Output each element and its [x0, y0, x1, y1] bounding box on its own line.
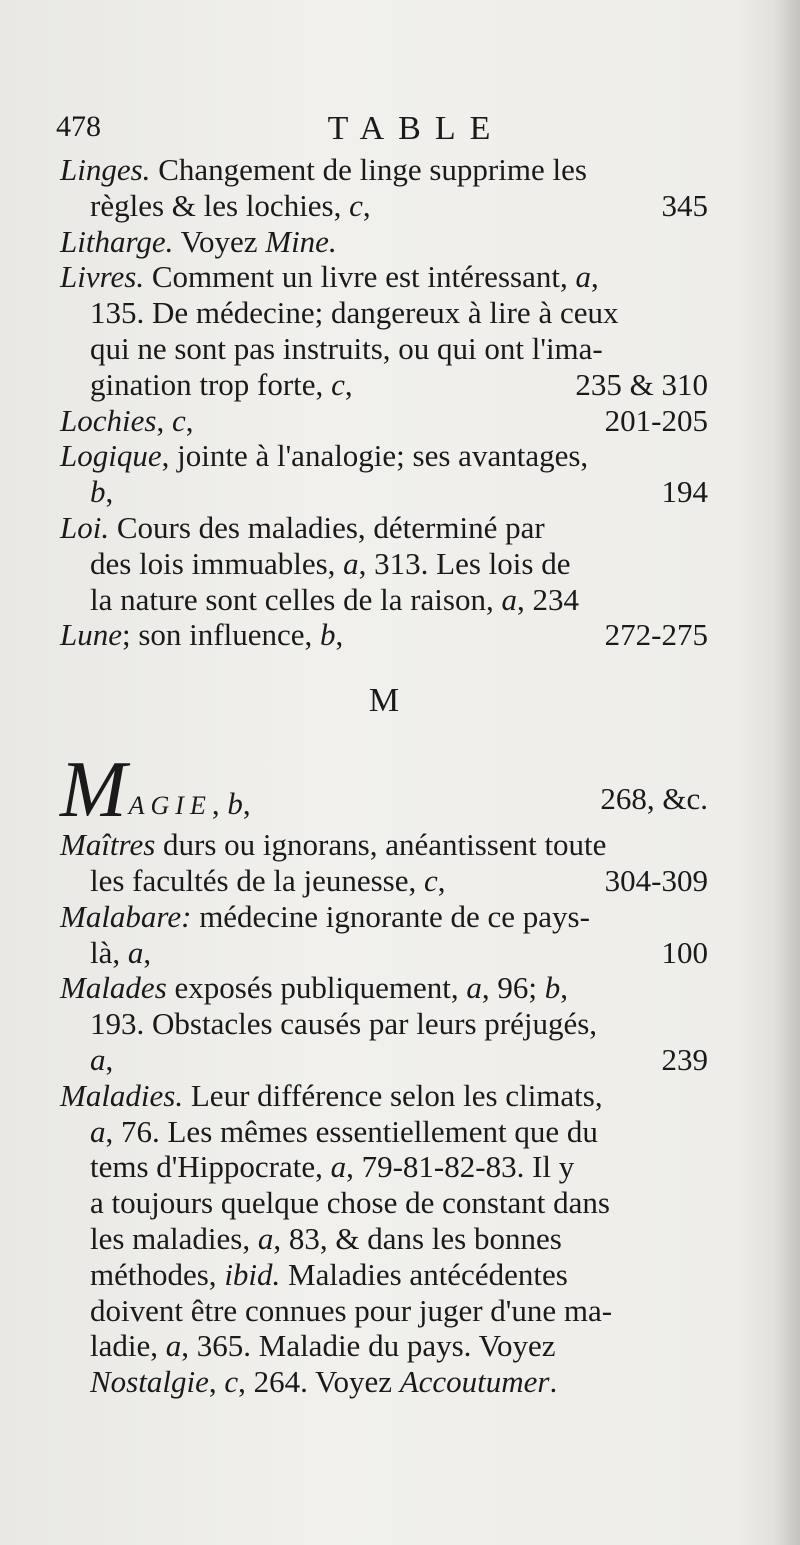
entry-text: médecine ignorante de ce pays- [191, 898, 590, 934]
entry-text: 135. De médecine; dangereux à lire à ceux [90, 295, 619, 331]
entry-line [60, 1257, 708, 1293]
italic-text: b [90, 474, 106, 510]
entry-text: , [105, 1041, 114, 1077]
entry-text: , 96; [481, 970, 545, 1006]
entry-line [60, 152, 708, 188]
index-entry-logique [60, 438, 708, 510]
entry-line [60, 970, 708, 1006]
entry-line [60, 827, 708, 863]
entry-text: , [208, 1364, 225, 1400]
entry-line [60, 438, 708, 474]
entry-line [60, 935, 708, 971]
entry-text: Cours des maladies, déterminé par [109, 509, 545, 545]
italic-text: Malades [60, 970, 167, 1006]
entry-text: , jointe à l'analogie; ses avantages, [161, 438, 589, 474]
italic-text: a [90, 1113, 106, 1149]
entry-line [60, 1185, 708, 1221]
italic-text: a [501, 581, 517, 617]
page-header [56, 110, 716, 150]
entry-text: , [185, 402, 194, 438]
italic-text: Maîtres [60, 827, 156, 863]
entry-text: ; son influence, [122, 617, 321, 653]
index-entry-loi [60, 510, 708, 617]
page-reference: 235 & 310 [575, 366, 708, 402]
index-entry-maladies [60, 1078, 708, 1400]
entry-text: là, [90, 934, 128, 970]
entry-text: gination trop forte, [90, 366, 332, 402]
page-edge-shadow [774, 0, 800, 1545]
entry-line [60, 863, 708, 899]
italic-text: Lune [60, 617, 122, 653]
entry-text: Leur différence selon les climats, [183, 1077, 603, 1113]
page-reference: 268, &c. [600, 781, 708, 817]
italic-text: a [466, 970, 482, 1006]
page-reference: 304-309 [604, 862, 708, 898]
italic-text: c [171, 402, 186, 438]
index-entry-maitres [60, 827, 708, 899]
entry-text: , 365. Maladie du pays. Voyez [181, 1328, 556, 1364]
italic-text: Accoutumer [399, 1364, 550, 1400]
entry-text: , [560, 970, 569, 1006]
italic-text: b [320, 617, 336, 653]
entry-line [60, 546, 708, 582]
italic-text: Malabare: [60, 898, 192, 934]
small-caps-text: AGIE [128, 791, 212, 821]
entry-text: Voyez [173, 223, 266, 259]
index-entry-malades [60, 970, 708, 1077]
entry-text: les facultés de la jeunesse, [90, 862, 424, 898]
entry-text: Comment un livre est intéressant, [144, 259, 576, 295]
entry-line [60, 474, 708, 510]
italic-text: a [165, 1328, 182, 1364]
page-reference: 345 [661, 187, 708, 223]
italic-text: a [257, 1220, 274, 1256]
page-reference: 201-205 [604, 402, 708, 438]
entry-text: , 264. Voyez [238, 1364, 400, 1400]
entry-text: , [590, 259, 599, 295]
entry-line [60, 259, 708, 295]
entry-text: , [105, 474, 114, 510]
index-entry-lune [60, 617, 708, 653]
section-spacer [60, 749, 708, 759]
index-entry-magie [60, 746, 708, 835]
page-reference: 194 [661, 474, 708, 510]
entry-text: des lois immuables, [90, 545, 344, 581]
entry-line [60, 403, 708, 439]
entry-line [60, 899, 708, 935]
italic-text: Nostalgie [90, 1364, 209, 1400]
entry-text: , 79-81-82-83. Il y [346, 1149, 575, 1185]
index-entry-malabare [60, 899, 708, 971]
italic-text: b [227, 786, 243, 822]
entry-line [60, 617, 708, 653]
page-number: 478 [56, 110, 101, 143]
entry-text: , 313. Les lois de [358, 545, 571, 581]
italic-text: a [575, 259, 591, 295]
italic-text: Loi. [60, 509, 110, 545]
entry-text: , [362, 187, 371, 223]
italic-text: ibid. [224, 1256, 281, 1292]
entry-text: , [335, 617, 344, 653]
page-reference: 100 [661, 934, 708, 970]
page-reference: 239 [661, 1041, 708, 1077]
italic-text: Lochies [60, 402, 157, 438]
entry-line [60, 188, 708, 224]
entry-text: , [344, 366, 353, 402]
entry-text: Changement de linge supprime les [150, 152, 587, 187]
index-entry-lochies [60, 403, 708, 439]
entry-text: a toujours quelque chose de constant dans [90, 1185, 610, 1221]
italic-text: Logique [60, 438, 162, 474]
index-entry-litharge [60, 224, 708, 260]
entry-line [60, 746, 708, 835]
entry-text: Maladies antécédentes [280, 1256, 568, 1292]
entry-text: 193. Obstacles causés par leurs préjugés, [90, 1006, 598, 1042]
entry-text: les maladies, [90, 1220, 258, 1256]
entry-text: la nature sont celles de la raison, [90, 581, 502, 617]
entry-line [60, 1293, 708, 1329]
entry-text: , [242, 786, 251, 822]
entry-line [60, 1042, 708, 1078]
italic-text: a [330, 1149, 347, 1185]
entry-text: , [143, 934, 152, 970]
entry-line [60, 510, 708, 546]
entry-line [60, 1114, 708, 1150]
italic-text: b [544, 970, 561, 1006]
entry-line [60, 367, 708, 403]
index-entry-livres [60, 259, 708, 402]
entry-text: tems d'Hippocrate, [90, 1149, 331, 1185]
italic-text: a [127, 934, 144, 970]
section-letter: M [368, 682, 400, 720]
entry-text: doivent être connues pour juger d'une ma- [90, 1292, 613, 1328]
entry-line [60, 224, 708, 260]
entry-text: , 76. Les mêmes essentiellement que du [105, 1113, 598, 1149]
italic-text: a [343, 545, 359, 581]
italic-text: c [331, 366, 345, 402]
entry-text: durs ou ignorans, anéantissent toute [155, 827, 607, 863]
entry-line [60, 1221, 708, 1257]
index-entry-linges [60, 152, 708, 224]
entry-text: règles & les lochies, [90, 187, 350, 223]
entry-line [60, 1364, 708, 1400]
entry-text: , 234 [516, 581, 579, 617]
italic-text: a [90, 1041, 106, 1077]
entry-text: méthodes, [90, 1256, 225, 1292]
entry-text: qui ne sont pas instruits, ou qui ont l'ima- [90, 330, 603, 366]
entry-text: , 83, & dans les bonnes [273, 1220, 562, 1256]
entry-text: , [156, 402, 172, 438]
italic-text: Maladies. [60, 1077, 184, 1113]
entry-text: . [549, 1364, 558, 1400]
entry-line [60, 1078, 708, 1114]
italic-text: Litharge. [60, 223, 174, 259]
entry-text: exposés publiquement, [166, 970, 467, 1006]
entry-line [60, 1328, 708, 1364]
running-title: TABLE [327, 110, 505, 147]
entry-text: , [211, 786, 228, 822]
page-reference: 272-275 [604, 617, 708, 653]
italic-text: c [349, 187, 363, 223]
italic-text: c [224, 1364, 239, 1400]
index-content [60, 152, 708, 1400]
italic-text: Livres. [60, 259, 145, 295]
italic-text: Linges. [60, 152, 151, 187]
italic-text: c [423, 862, 438, 898]
entry-line [60, 582, 708, 618]
entry-line [60, 1149, 708, 1185]
entry-line [60, 1006, 708, 1042]
entry-text: , [437, 862, 446, 898]
entry-text: ladie, [90, 1328, 166, 1364]
italic-text: Mine. [265, 223, 337, 259]
entry-line [60, 295, 708, 331]
drop-capital: M [60, 746, 127, 835]
entry-line [60, 331, 708, 367]
